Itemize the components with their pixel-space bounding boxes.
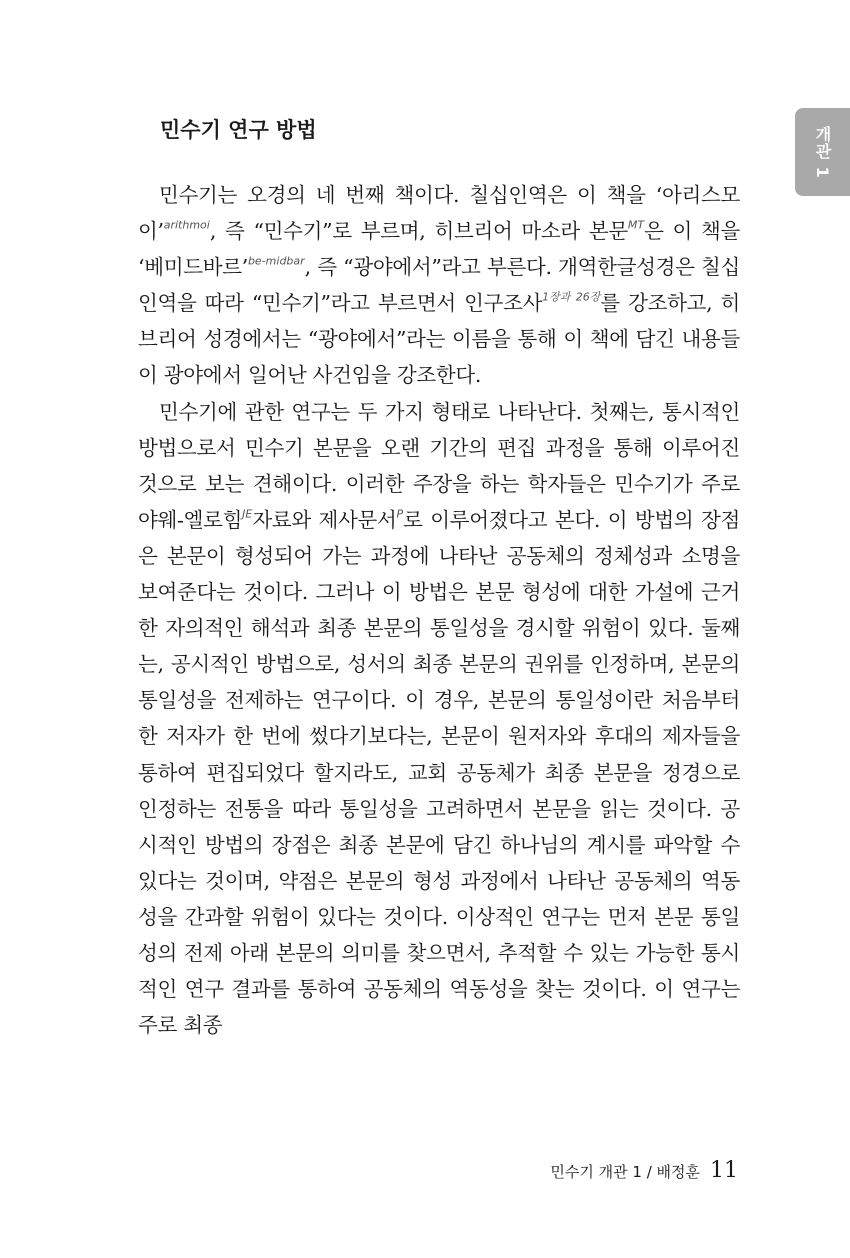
page-footer — [550, 1158, 738, 1183]
superscript-annotation: 1장과 26장 — [542, 290, 601, 304]
text-run: 자료와 제사문서 — [252, 507, 397, 532]
text-run: 로 이루어졌다고 본다. 이 방법의 장점은 본문이 형성되어 가는 과정에 나타난 공동체의 정체성과 소명을 보여준다는 것이다. 그러나 이 방법은 본문 형성에 대한 가설에 근거한 자의적인 해석과 최종 본문의 통일성을 경시할 위험이 있다. 둘째는, 공시적인 방법으로, 성서의 최종 본문의 권위를 인정하며, 본문의 통일성을 전제하는 연구이다. 이 경우, 본문의 통일성이란 처음부터 한 저자가 한 번에 썼다기보다는, 본문이 원저자와 후대의 제자들을 통하여 편집되었다 할지라도, 교회 공동체가 최종 본문을 정경으로 인정하는 전통을 따라 통일성을 고려하면서 본문을 읽는 것이다. 공시적인 방법의 장점은 최종 본문에 담긴 하나님의 계시를 파악할 수 있다는 것이며, 약점은 본문의 형성 과정에서 나타난 공동체의 역동성을 간과할 위험이 있다는 것이다. 이상적인 연구는 먼저 본문 통일성의 전제 아래 본문의 의미를 찾으면서, 추적할 수 있는 가능한 통시적인 연구 결과를 통하여 공동체의 역동성을 찾는 것이다. 이 연구는 주로 최종 — [138, 507, 740, 1038]
paragraph — [138, 394, 740, 1044]
superscript-annotation: JE — [242, 507, 253, 521]
running-title: 민수기 개관 1 / 배정훈 — [550, 1163, 700, 1181]
superscript-annotation: MT — [627, 218, 645, 232]
body-text — [138, 177, 740, 1043]
text-run: 은 이 책을 ‘베미드바르’ — [138, 219, 740, 280]
text-run: 민수기는 오경의 네 번째 책이다. 칠십인역은 이 책을 ‘아리스모이’ — [138, 183, 740, 244]
page-number: 11 — [710, 1158, 738, 1183]
superscript-annotation: be-midbar — [247, 254, 305, 268]
text-run: 민수기에 관한 연구는 두 가지 형태로 나타난다. 첫째는, 통시적인 방법으로서 민수기 본문을 오랜 기간의 편집 과정을 통해 이루어진 것으로 보는 견해이다. 이러한 주장을 하는 학자들은 민수기가 주로 야웨-엘로힘 — [138, 399, 740, 532]
chapter-side-tab-label: 개관 1 — [813, 125, 832, 179]
text-run: 를 강조하고, 히브리어 성경에서는 “광야에서”라는 이름을 통해 이 책에 담긴 내용들이 광야에서 일어난 사건임을 강조한다. — [138, 291, 740, 388]
paragraph — [138, 177, 740, 394]
section-title: 민수기 연구 방법 — [160, 118, 317, 142]
text-run: , 즉 “광야에서”라고 부른다. 개역한글성경은 칠십인역을 따라 “민수기”라고 부르면서 인구조사 — [138, 255, 740, 316]
superscript-annotation: P — [396, 507, 404, 521]
text-run: , 즉 “민수기”로 부르며, 히브리어 마소라 본문 — [209, 219, 628, 244]
superscript-annotation: arithmoi — [163, 218, 210, 232]
chapter-side-tab — [795, 108, 850, 196]
